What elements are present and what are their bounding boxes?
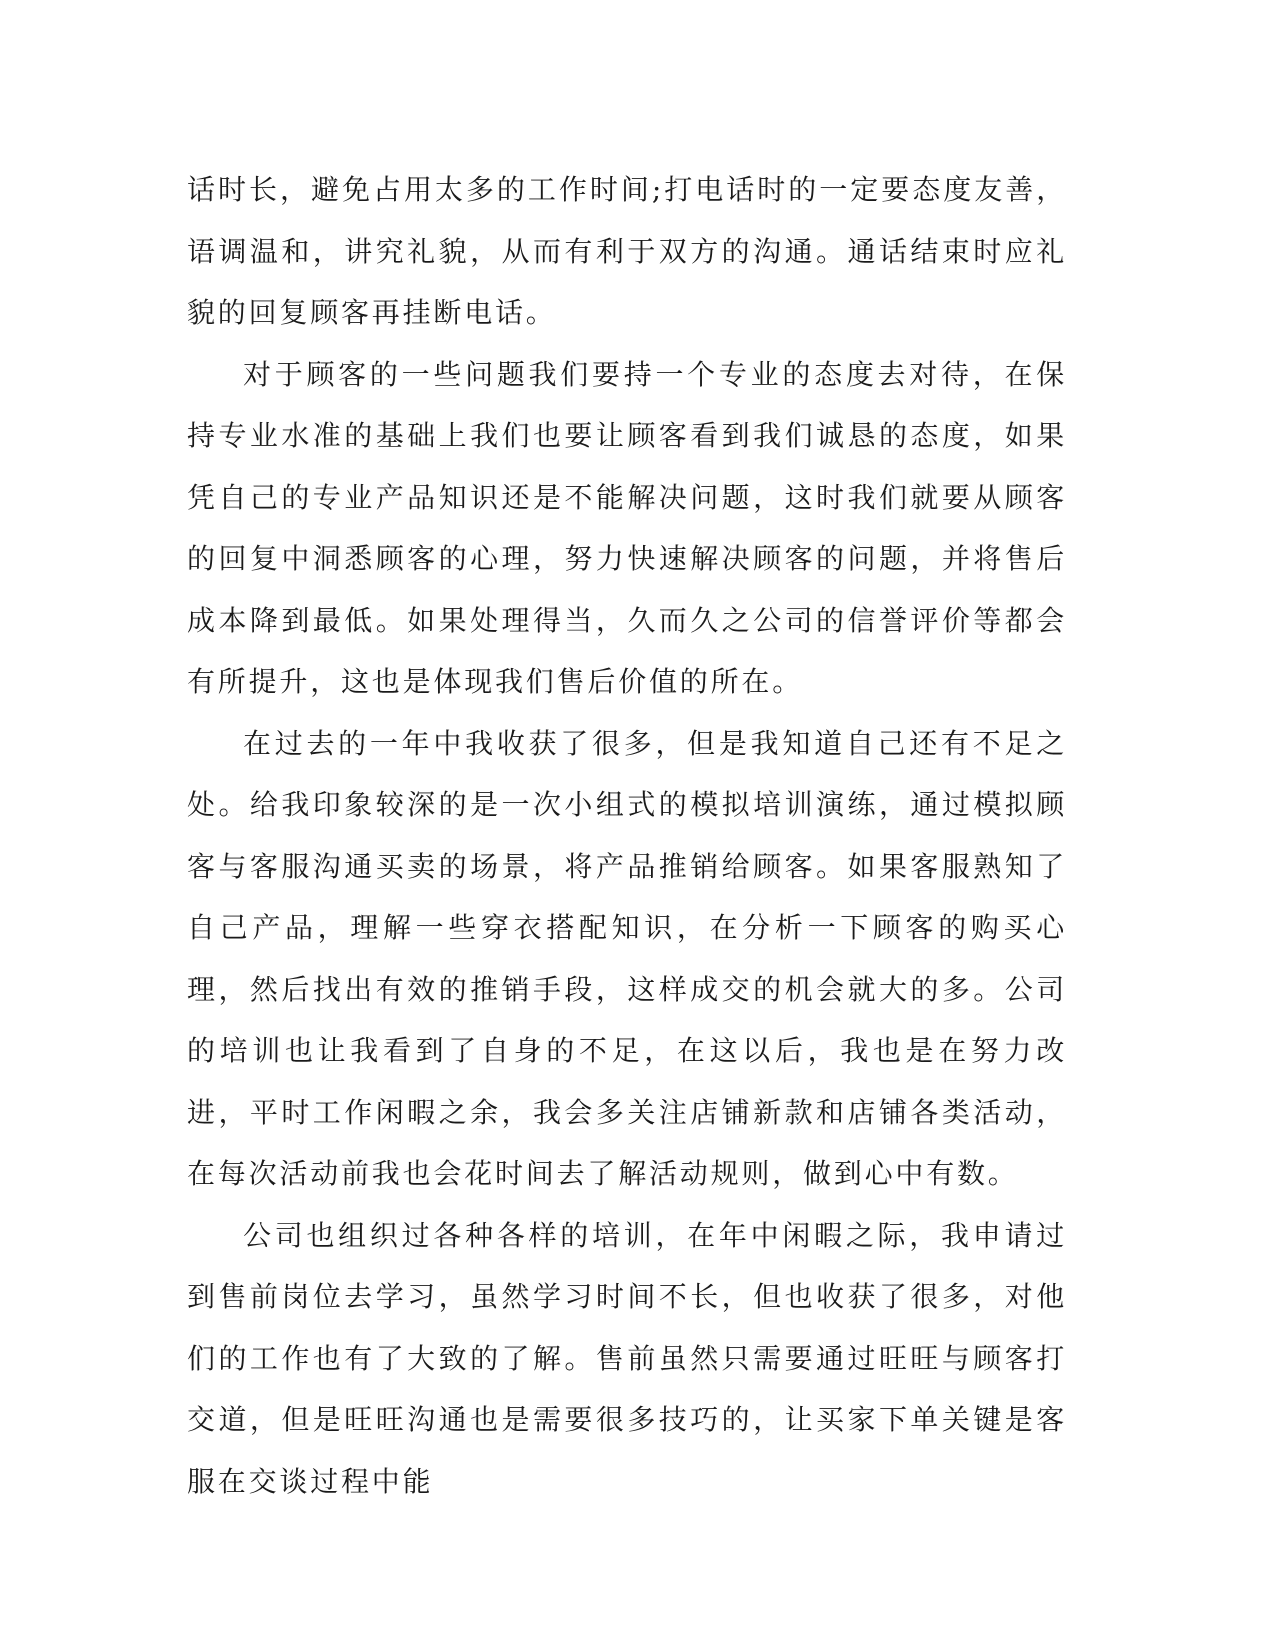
paragraph-3: 在过去的一年中我收获了很多，但是我知道自己还有不足之处。给我印象较深的是一次小组式的模拟培训演练，通过模拟顾客与客服沟通买卖的场景，将产品推销给顾客。如果客服熟知了自己产品，理解一些穿衣搭配知识，在分析一下顾客的购买心理，然后找出有效的推销手段，这样成交的机会就大的多。公司的培训也让我看到了自身的不足，在这以后，我也是在努力改进，平时工作闲暇之余，我会多关注店铺新款和店铺各类活动，在每次活动前我也会花时间去了解活动规则，做到心中有数。 (187, 726, 1067, 1190)
paragraph-2: 对于顾客的一些问题我们要持一个专业的态度去对待，在保持专业水准的基础上我们也要让顾客看到我们诚恳的态度，如果凭自己的专业产品知识还是不能解决问题，这时我们就要从顾客的回复中洞悉顾客的心理，努力快速解决顾客的问题，并将售后成本降到最低。如果处理得当，久而久之公司的信誉评价等都会有所提升，这也是体现我们售后价值的所在。 (187, 357, 1067, 698)
document-body (187, 159, 1067, 1512)
paragraph-4: 公司也组织过各种各样的培训，在年中闲暇之际，我申请过到售前岗位去学习，虽然学习时间不长，但也收获了很多，对他们的工作也有了大致的了解。售前虽然只需要通过旺旺与顾客打交道，但是旺旺沟通也是需要很多技巧的，让买家下单关键是客服在交谈过程中能 (187, 1218, 1067, 1498)
paragraph-1: 话时长，避免占用太多的工作时间;打电话时的一定要态度友善，语调温和，讲究礼貌，从而有利于双方的沟通。通话结束时应礼貌的回复顾客再挂断电话。 (187, 173, 1067, 329)
